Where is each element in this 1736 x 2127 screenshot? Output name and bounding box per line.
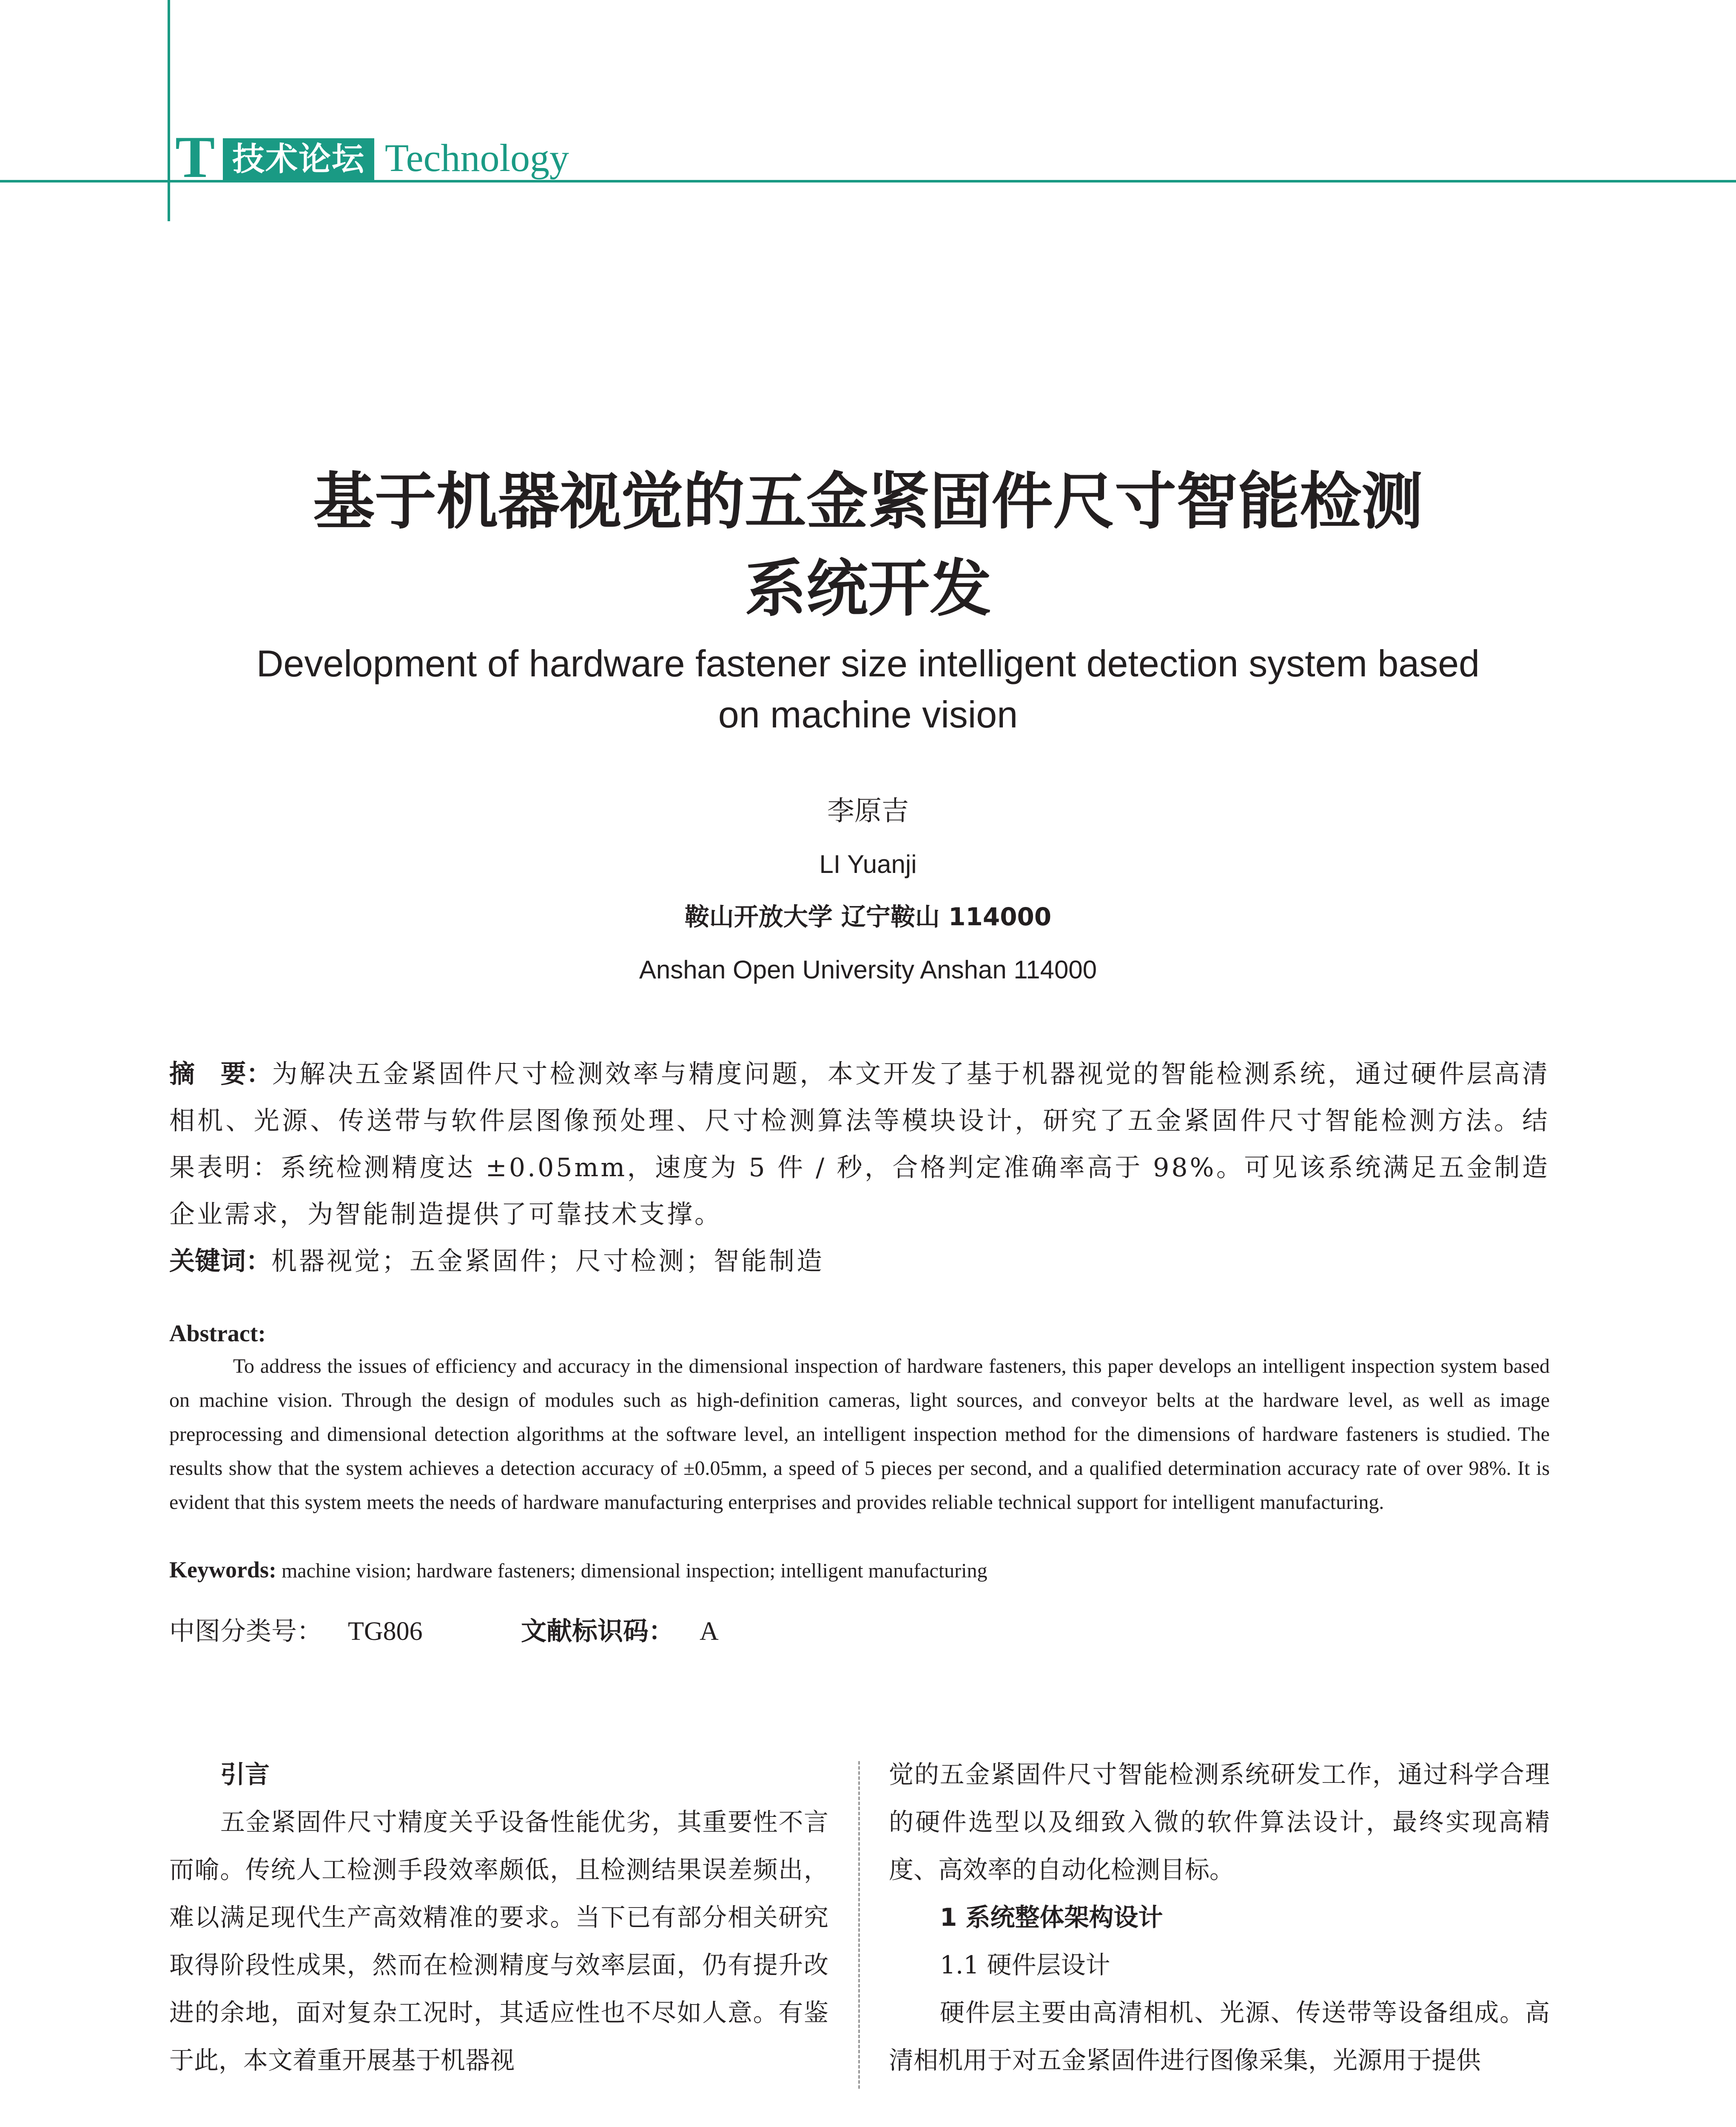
paper-title-cn-line2: 系统开发 [745, 553, 991, 625]
intro-paragraph-continued: 觉的五金紧固件尺寸智能检测系统研发工作，通过科学合理的硬件选型以及细致入微的软件算法设计，最终实现高精度、高效率的自动化检测目标。 [889, 1760, 1550, 1884]
keywords-cn [169, 1238, 1550, 1285]
keywords-cn-label: 关键词： [169, 1246, 271, 1276]
abstract-cn-label: 摘 要： [169, 1059, 272, 1089]
keywords-en-label: Keywords: [169, 1557, 276, 1582]
abstract-en-label: Abstract: [169, 1320, 266, 1347]
section-letter-logo: T [175, 124, 215, 190]
clc-value: TG806 [348, 1617, 423, 1646]
abstract-cn [169, 1051, 1550, 1238]
paper-title-en-line2: on machine vision [718, 693, 1018, 736]
section-english-label: Technology [385, 136, 569, 180]
abstract-cn-text: 为解决五金紧固件尺寸检测效率与精度问题，本文开发了基于机器视觉的智能检测系统，通过硬件层高清相机、光源、传送带与软件层图像预处理、尺寸检测算法等模块设计，研究了五金紧固件尺寸智能检测方法。结果表明：系统检测精度达 ±0.05mm，速度为 5 件 / 秒，合格判定准确率高于 98%。可见该系统满足五金制造企业需求，为智能制造提供了可靠技术支撑。 [169, 1059, 1550, 1229]
author-name-cn: 李原吉 [827, 795, 909, 827]
section11-paragraph: 硬件层主要由高清相机、光源、传送带等设备组成。高清相机用于对五金紧固件进行图像采集，光源用于提供 [889, 1998, 1550, 2075]
body-left-column [169, 1751, 828, 2084]
section11-heading: 1.1 硬件层设计 [940, 1950, 1110, 1979]
header-horizontal-rule [0, 180, 1736, 182]
section-badge: 技术论坛 [223, 138, 374, 180]
affiliation-cn: 鞍山开放大学 辽宁鞍山 114000 [684, 902, 1052, 931]
keywords-en-text: machine vision; hardware fasteners; dimensional inspection; intelligent manufacturing [276, 1560, 988, 1582]
author-name-en: LI Yuanji [819, 850, 917, 878]
doc-code-value: A [700, 1617, 719, 1646]
paper-title-en-line1: Development of hardware fastener size intelligent detection system based [256, 642, 1480, 684]
header-vertical-rule [168, 0, 170, 221]
abstract-en-text: To address the issues of efficiency and accuracy in the dimensional inspection of hardware fasteners, this paper develops an intelligent inspection system based on machine vision. Through the design of modules such as high-definition cameras, light sources, and conveyor belts at the hardware level, as well as image preprocessing and dimensional detection algorithms at the software level, an intelligent inspection method for the dimensions of hardware fasteners is studied. The results show that the system achieves a detection accuracy of ±0.05mm, a speed of 5 pieces per second, and a qualified determination accuracy rate of over 98%. It is evident that this system meets the needs of hardware manufacturing enterprises and provides reliable technical support for intelligent manufacturing. [169, 1355, 1550, 1514]
clc-label: 中图分类号： [169, 1617, 322, 1646]
body-right-column [889, 1751, 1550, 2084]
column-divider [858, 1761, 860, 2089]
keywords-en [169, 1553, 1550, 1588]
doc-code-label: 文献标识码： [521, 1617, 674, 1646]
intro-paragraph: 五金紧固件尺寸精度关乎设备性能优劣，其重要性不言而喻。传统人工检测手段效率颇低，且检测结果误差频出，难以满足现代生产高效精准的要求。当下已有部分相关研究取得阶段性成果，然而在检测精度与效率层面，仍有提升改进的余地，面对复杂工况时，其适应性也不尽如人意。有鉴于此，本文着重开展基于机器视 [169, 1808, 828, 2075]
keywords-cn-text: 机器视觉；五金紧固件；尺寸检测；智能制造 [271, 1246, 824, 1276]
paper-title-cn-line1: 基于机器视觉的五金紧固件尺寸智能检测 [313, 466, 1423, 538]
affiliation-en: Anshan Open University Anshan 114000 [639, 955, 1097, 984]
section1-heading: 1 系统整体架构设计 [940, 1903, 1163, 1932]
intro-heading: 引言 [220, 1760, 270, 1789]
